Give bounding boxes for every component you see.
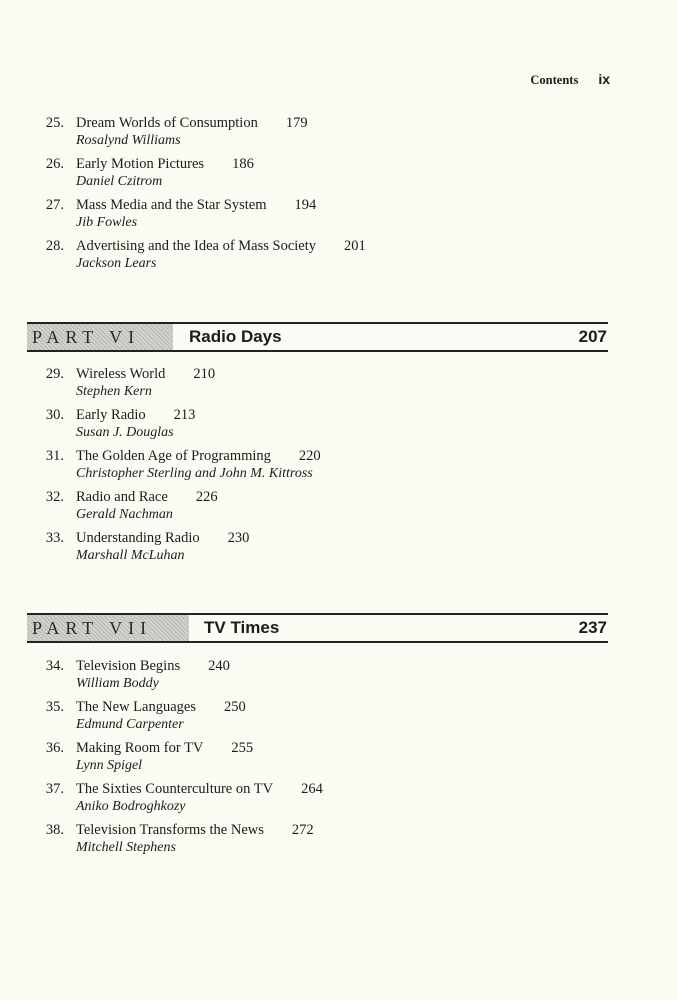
entry-title: Mass Media and the Star System	[76, 197, 267, 213]
entry-page: 179	[285, 115, 308, 131]
entry-author: Jackson Lears	[76, 256, 157, 271]
entry-title: Wireless World	[76, 366, 166, 382]
entry-title: The Golden Age of Programming	[76, 448, 271, 464]
entry-page: 255	[231, 740, 254, 756]
toc-entry[interactable]	[0, 155, 677, 196]
toc-entry[interactable]	[0, 196, 677, 237]
entry-title: Television Begins	[76, 658, 181, 674]
entry-title: Early Radio	[76, 407, 146, 423]
entry-page: 213	[173, 407, 196, 423]
entry-author: Lynn Spigel	[76, 758, 143, 773]
part-vi-title: Radio Days	[189, 327, 282, 346]
entry-title-line	[76, 821, 314, 839]
entry-author: Stephen Kern	[76, 384, 152, 399]
entry-page: 226	[195, 489, 218, 505]
toc-entry[interactable]	[0, 365, 677, 406]
entry-number: 31.	[45, 448, 64, 464]
entry-title: Radio and Race	[76, 489, 168, 505]
entry-author: Gerald Nachman	[76, 507, 173, 522]
page-number: ix	[598, 71, 610, 87]
entry-page: 220	[298, 448, 321, 464]
toc-entry[interactable]	[0, 698, 677, 739]
entry-number: 33.	[45, 530, 64, 546]
toc-entry[interactable]	[0, 447, 677, 488]
toc-group-intro	[0, 114, 677, 278]
toc-entry[interactable]	[0, 488, 677, 529]
toc-entry[interactable]	[0, 114, 677, 155]
entry-page: 201	[344, 238, 366, 254]
part-vii-title: TV Times	[204, 618, 280, 637]
running-head	[530, 71, 610, 88]
toc-entry[interactable]	[0, 529, 677, 570]
entry-page: 264	[301, 781, 323, 797]
toc-entry[interactable]	[0, 406, 677, 447]
toc-entry[interactable]	[0, 780, 677, 821]
entry-author: Daniel Czitrom	[76, 174, 163, 189]
entry-number: 37.	[45, 781, 64, 797]
entry-title-line	[76, 698, 246, 716]
part-vi-header[interactable]	[27, 322, 608, 352]
part-vii-header[interactable]	[27, 613, 608, 643]
entry-page: 194	[294, 197, 317, 213]
toc-entry[interactable]	[0, 657, 677, 698]
entry-author: Christopher Sterling and John M. Kittross	[76, 466, 313, 481]
entry-author: Susan J. Douglas	[76, 425, 174, 440]
entry-title-line	[76, 657, 230, 675]
entry-title-line	[76, 739, 253, 757]
entry-title: Early Motion Pictures	[76, 156, 205, 172]
entry-title-line	[76, 406, 195, 424]
entry-number: 25.	[45, 115, 64, 131]
entry-page: 240	[208, 658, 230, 674]
part-vii-label: PART VII	[27, 615, 189, 641]
entry-number: 32.	[45, 489, 64, 505]
entry-title-line	[76, 114, 308, 132]
entry-title-line	[76, 237, 366, 255]
entry-title-line	[76, 196, 316, 214]
entry-number: 29.	[45, 366, 64, 382]
entry-author: Marshall McLuhan	[76, 548, 185, 563]
running-head-title: Contents	[530, 73, 579, 87]
toc-group-part-vii	[0, 657, 677, 862]
entry-title: Advertising and the Idea of Mass Society	[76, 238, 317, 254]
entry-title-line	[76, 529, 249, 547]
part-vi-label: PART VI	[27, 324, 173, 350]
entry-title: The New Languages	[76, 699, 196, 715]
entry-number: 38.	[45, 822, 64, 838]
entry-title: Television Transforms the News	[76, 822, 264, 838]
entry-number: 34.	[45, 658, 64, 674]
entry-number: 35.	[45, 699, 64, 715]
entry-title: Understanding Radio	[76, 530, 200, 546]
entry-title-line	[76, 365, 215, 383]
entry-author: Rosalynd Williams	[76, 133, 181, 148]
entry-page: 230	[227, 530, 250, 546]
toc-group-part-vi	[0, 365, 677, 570]
entry-title-line	[76, 155, 254, 173]
toc-entry[interactable]	[0, 237, 677, 278]
entry-number: 36.	[45, 740, 64, 756]
part-vi-page: 207	[578, 327, 607, 346]
entry-title: The Sixties Counterculture on TV	[76, 781, 274, 797]
part-vii-page: 237	[578, 618, 607, 637]
entry-author: Edmund Carpenter	[76, 717, 184, 732]
entry-page: 250	[223, 699, 246, 715]
toc-entry[interactable]	[0, 821, 677, 862]
entry-title: Making Room for TV	[76, 740, 204, 756]
entry-number: 26.	[45, 156, 64, 172]
entry-author: Mitchell Stephens	[76, 840, 176, 855]
entry-author: William Boddy	[76, 676, 159, 691]
entry-title-line	[76, 488, 218, 506]
entry-author: Jib Fowles	[76, 215, 138, 230]
entry-page: 186	[232, 156, 254, 172]
entry-title-line	[76, 447, 321, 465]
entry-title-line	[76, 780, 323, 798]
entry-title: Dream Worlds of Consumption	[76, 115, 258, 131]
entry-page: 272	[291, 822, 314, 838]
entry-number: 27.	[45, 197, 64, 213]
entry-page: 210	[193, 366, 216, 382]
entry-number: 30.	[45, 407, 64, 423]
entry-number: 28.	[45, 238, 64, 254]
toc-entry[interactable]	[0, 739, 677, 780]
entry-author: Aniko Bodroghkozy	[76, 799, 186, 814]
